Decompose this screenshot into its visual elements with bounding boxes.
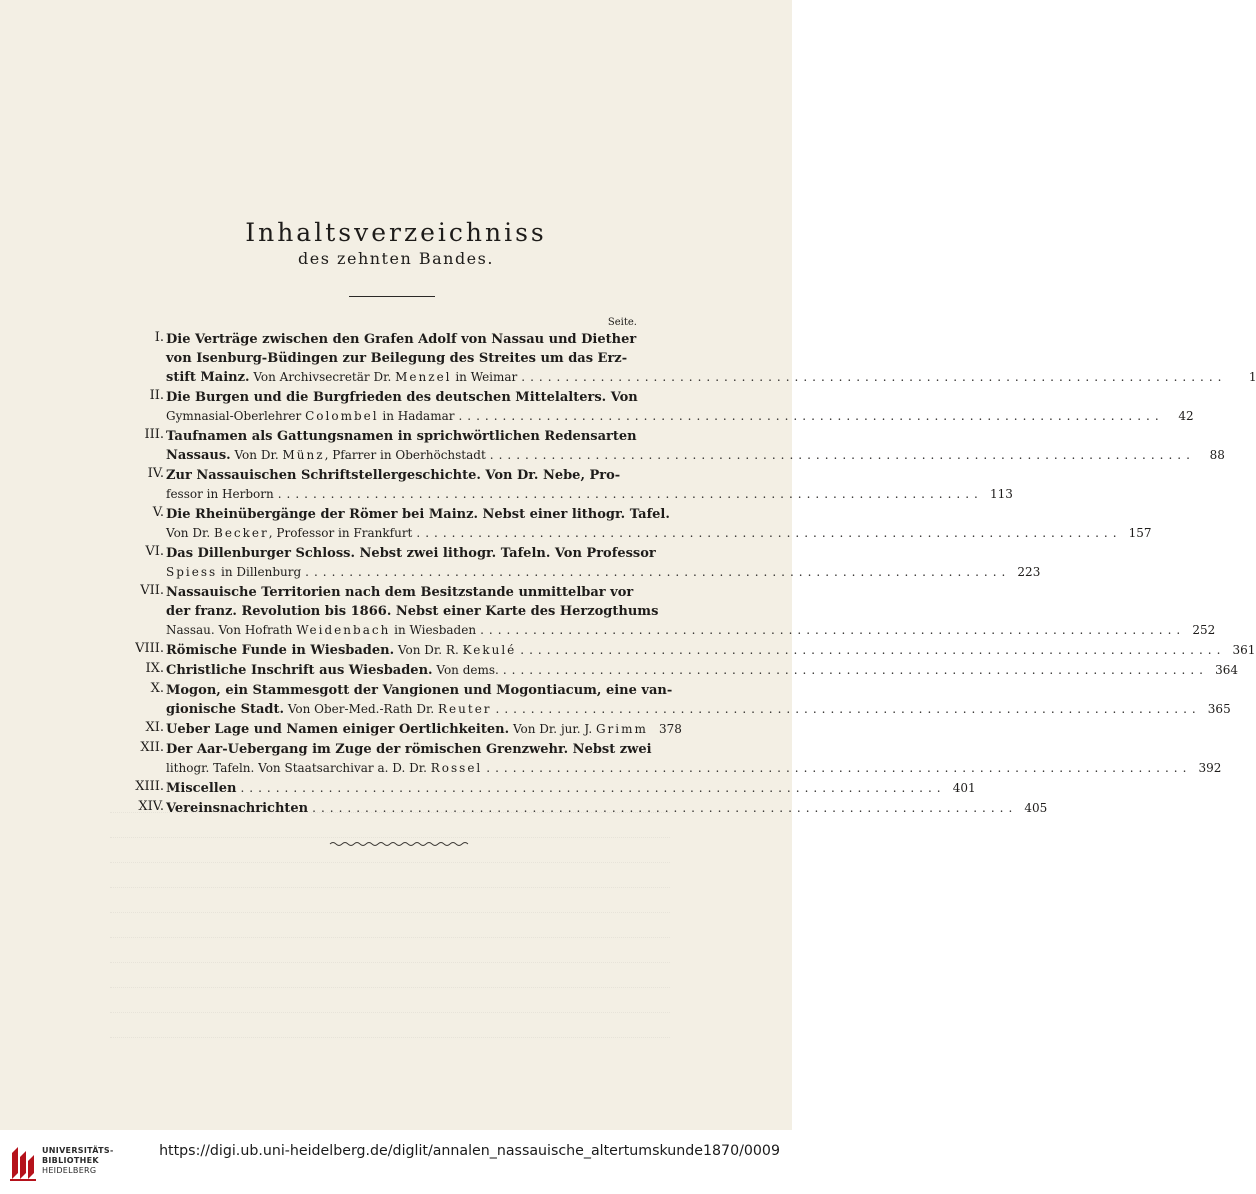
toc-entry-last-line	[166, 446, 1225, 465]
toc-entry-line	[166, 466, 640, 485]
source-url-link[interactable]: https://digi.ub.uni-heidelberg.de/diglit/annalen_nassauische_altertumskunde1870/0009	[159, 1143, 780, 1159]
toc-entry-last-text	[166, 407, 454, 426]
toc-entry-title: Ueber Lage und Namen einiger Oertlichkeiten.	[166, 722, 510, 737]
page-title: Inhaltsverzeichniss	[245, 218, 547, 247]
toc-entry-title: Christliche Inschrift aus Wiesbaden.	[166, 663, 433, 678]
toc-entry-author-text: Gymnasial-Oberlehrer	[166, 409, 306, 423]
toc-entry-author-text: Von Archivsecretär Dr.	[249, 370, 396, 384]
toc-entry-page: 157	[1128, 526, 1152, 540]
toc-entry-number: I.	[154, 330, 164, 345]
toc-entry-author-name: Spiess	[166, 565, 218, 579]
toc-entry-page: 42	[1178, 409, 1194, 423]
toc-entry-last-line	[166, 779, 976, 798]
toc-entry-page: 405	[1024, 801, 1048, 815]
toc-entry-author-place: , Professor in Frankfurt	[268, 526, 413, 540]
toc-entry-last-line	[166, 621, 1216, 640]
toc-entry-last-line	[166, 407, 1194, 426]
toc-entry-last-text	[166, 446, 486, 465]
toc-entry	[110, 720, 682, 739]
toc-entry-last-line	[166, 720, 682, 739]
toc-entry-last-line	[166, 661, 1238, 680]
leader-dots: ................................................................................	[240, 781, 946, 795]
toc-entry-page: 223	[1017, 565, 1041, 579]
toc-entry	[110, 681, 1231, 719]
toc-entry-number: VIII.	[135, 641, 164, 656]
toc-entry-last-line	[166, 799, 1048, 818]
toc-entry	[110, 330, 1256, 387]
toc-entry-title: der franz. Revolution bis 1866. Nebst einer Karte des Herzogthums	[166, 604, 659, 619]
leader-dots: ................................................................................	[521, 370, 1227, 384]
toc-entry-number: IX.	[145, 661, 164, 676]
toc-entry	[110, 661, 1238, 680]
leader-dots: ................................................................................	[277, 487, 983, 501]
toc-entry-line	[166, 388, 640, 407]
toc-entry-number: III.	[144, 427, 164, 442]
toc-entry-line	[166, 427, 640, 446]
toc-entry-author-name: Rossel	[430, 761, 483, 775]
toc-entry-last-text	[166, 621, 476, 640]
toc-entry-author-place: , Pfarrer in Oberhöchstadt	[324, 448, 486, 462]
toc-entry-title: Römische Funde in Wiesbaden.	[166, 643, 395, 658]
toc-entry-title: Der Aar-Uebergang im Zuge der römischen Grenzwehr. Nebst zwei	[166, 742, 652, 757]
toc-entry-page: 378	[658, 722, 682, 736]
toc-entry-last-text	[166, 485, 274, 504]
toc-entry-last-text	[166, 779, 236, 798]
toc-entry-title: Mogon, ein Stammesgott der Vangionen und Mogontiacum, eine van-	[166, 683, 673, 698]
toc-entry	[110, 740, 1222, 778]
toc-entry-last-line	[166, 524, 1152, 543]
toc-entry-line	[166, 681, 673, 700]
leader-dots: ................................................................................	[502, 663, 1208, 677]
toc-entry-page: 252	[1192, 623, 1216, 637]
toc-entry-page: 113	[989, 487, 1013, 501]
toc-entry-author-name: Colombel	[305, 409, 379, 423]
toc-entry-number: XI.	[145, 720, 164, 735]
toc-entry-title: Miscellen	[166, 781, 237, 796]
toc-entry-page: 1	[1248, 370, 1256, 384]
library-name	[42, 1146, 114, 1176]
toc-entry-page: 401	[952, 781, 976, 795]
toc-entry	[110, 641, 1256, 660]
toc-entry-number: VII.	[140, 583, 164, 598]
library-name-line2: BIBLIOTHEK	[42, 1156, 99, 1165]
toc-entry-author-text: Von Dr.	[230, 448, 283, 462]
toc-entry-author-text: Nassau. Von Hofrath	[166, 623, 297, 637]
toc-entry	[110, 466, 1013, 504]
toc-entry-last-line	[166, 485, 1013, 504]
toc-entry	[110, 388, 1194, 426]
toc-entry	[110, 799, 1048, 818]
library-logo-icon	[8, 1143, 38, 1183]
toc-entry-author-text: Von Dr. jur. J.	[509, 722, 596, 736]
toc-entry-author-name: Grimm	[595, 722, 648, 736]
end-ornament	[330, 840, 468, 848]
library-name-line1: UNIVERSITÄTS-	[42, 1146, 114, 1155]
toc-entry-author-text: lithogr. Tafeln. Von Staatsarchivar a. D. Dr.	[166, 761, 431, 775]
toc-entry	[110, 583, 1216, 640]
toc-entry-author-place: in Wiesbaden	[390, 623, 477, 637]
toc-entry-last-text	[166, 700, 492, 719]
toc-entry-title: Taufnamen als Gattungsnamen in sprichwörtlichen Redensarten	[166, 429, 637, 444]
library-name-line3: HEIDELBERG	[42, 1166, 97, 1175]
toc-entry-author-name: Becker	[214, 526, 269, 540]
toc-entry-title: Die Burgen und die Burgfrieden des deutschen Mittelalters. Von	[166, 390, 638, 405]
toc-entry-title: Zur Nassauischen Schriftstellergeschichte. Von Dr. Nebe, Pro-	[166, 468, 621, 483]
toc-entry-number: II.	[149, 388, 164, 403]
toc-entry-author-name: Kekulé	[462, 643, 517, 657]
toc-entry-page: 392	[1198, 761, 1222, 775]
leader-dots: ................................................................................	[305, 565, 1011, 579]
page-subtitle: des zehnten Bandes.	[298, 249, 494, 268]
toc-entry-author-text: fessor in Herborn	[166, 487, 274, 501]
toc-entry-last-text	[166, 641, 516, 660]
toc-entry-number: XIV.	[138, 799, 164, 814]
toc-entry-last-text	[166, 661, 499, 680]
bleed-through-lines	[110, 790, 670, 1030]
toc-entry-title: Die Rheinübergänge der Römer bei Mainz. Nebst einer lithogr. Tafel.	[166, 507, 670, 522]
toc-entry-page: 364	[1215, 663, 1238, 677]
leader-dots: ................................................................................	[489, 448, 1195, 462]
page-column-label: Seite.	[607, 317, 637, 328]
toc-entry-last-text	[166, 524, 412, 543]
toc-entry-page: 361	[1232, 643, 1256, 657]
toc-entry-title: Die Verträge zwischen den Grafen Adolf von Nassau und Diether	[166, 332, 637, 347]
title-rule	[349, 296, 435, 297]
toc-entry-author-name: Münz	[282, 448, 325, 462]
toc-entry-title: von Isenburg-Büdingen zur Beilegung des Streites um das Erz-	[166, 351, 628, 366]
toc-entry-number: V.	[152, 505, 164, 520]
toc-entry-last-text	[166, 368, 517, 387]
toc-entry-last-line	[166, 759, 1222, 778]
table-of-contents	[110, 330, 1256, 819]
toc-entry-last-text	[166, 799, 308, 818]
leader-dots: ................................................................................	[495, 702, 1201, 716]
leader-dots: ................................................................................	[458, 409, 1164, 423]
toc-entry-line	[166, 505, 670, 524]
toc-entry-author-text: Von dems.	[432, 663, 499, 677]
toc-entry-title: Nassauische Territorien nach dem Besitzstande unmittelbar vor	[166, 585, 634, 600]
toc-entry-title: Vereinsnachrichten	[166, 801, 309, 816]
toc-entry-number: IV.	[147, 466, 164, 481]
leader-dots: ................................................................................	[520, 643, 1226, 657]
toc-entry-author-name: Menzel	[395, 370, 452, 384]
toc-entry-last-text	[166, 563, 301, 582]
toc-entry-page: 88	[1209, 448, 1225, 462]
leader-dots: ................................................................................	[312, 801, 1018, 815]
toc-entry-last-text	[166, 720, 648, 739]
toc-entry-page: 365	[1207, 702, 1231, 716]
toc-entry-author-place: in Dillenburg	[217, 565, 302, 579]
toc-entry-number: VI.	[145, 544, 164, 559]
toc-entry-author-place: in Weimar	[451, 370, 518, 384]
leader-dots: ................................................................................	[416, 526, 1122, 540]
toc-entry-author-place: in Hadamar	[378, 409, 455, 423]
toc-entry	[110, 427, 1225, 465]
toc-entry-number: X.	[150, 681, 164, 696]
toc-entry-line	[166, 602, 659, 621]
toc-entry-title: gionische Stadt.	[166, 702, 285, 717]
toc-entry-title: stift Mainz.	[166, 370, 250, 385]
toc-entry-last-line	[166, 700, 1231, 719]
toc-entry-line	[166, 349, 640, 368]
toc-entry-last-text	[166, 759, 482, 778]
toc-entry	[110, 505, 1152, 543]
leader-dots: ................................................................................	[480, 623, 1186, 637]
toc-entry-line	[166, 544, 656, 563]
toc-entry-line	[166, 330, 640, 349]
toc-entry-author-text: Von Ober-Med.-Rath Dr.	[284, 702, 439, 716]
toc-entry-number: XII.	[140, 740, 164, 755]
toc-entry-author-text: Von Dr. R.	[394, 643, 463, 657]
toc-entry-line	[166, 740, 652, 759]
toc-entry-author-name: Weidenbach	[296, 623, 391, 637]
toc-entry-title: Nassaus.	[166, 448, 231, 463]
toc-entry-last-line	[166, 368, 1256, 387]
toc-entry-title: Das Dillenburger Schloss. Nebst zwei lithogr. Tafeln. Von Professor	[166, 546, 656, 561]
toc-entry-line	[166, 583, 640, 602]
toc-entry-author-name: Reuter	[438, 702, 492, 716]
toc-entry	[110, 544, 1041, 582]
toc-entry-last-line	[166, 563, 1041, 582]
toc-entry	[110, 779, 976, 798]
toc-entry-number: XIII.	[135, 779, 164, 794]
toc-entry-last-line	[166, 641, 1256, 660]
leader-dots: ................................................................................	[486, 761, 1192, 775]
footer-bar	[0, 1130, 792, 1194]
toc-entry-author-text: Von Dr.	[166, 526, 214, 540]
